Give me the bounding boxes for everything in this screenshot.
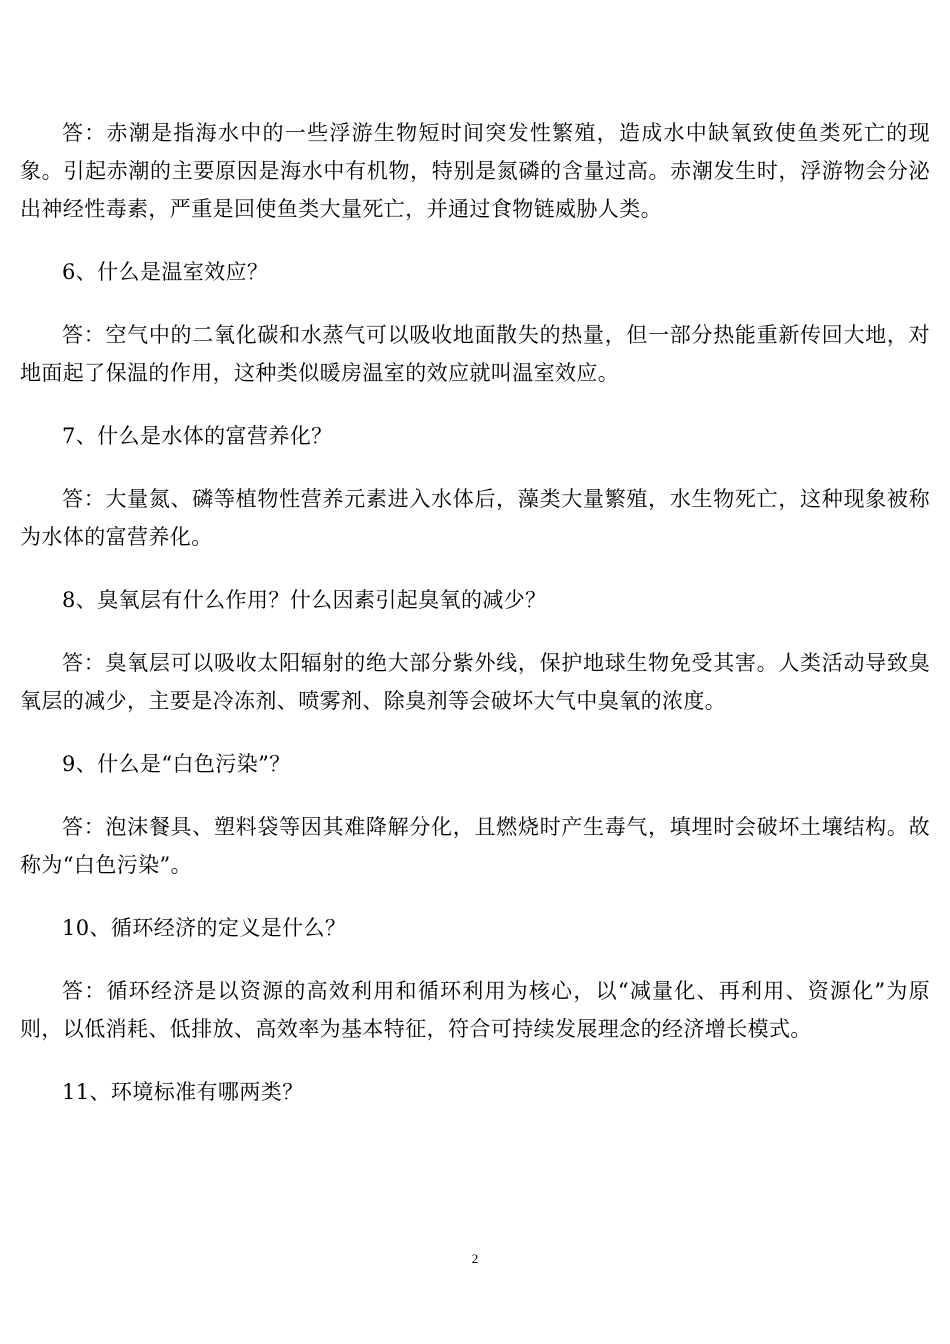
answer-paragraph: 答：大量氮、磷等植物性营养元素进入水体后，藻类大量繁殖，水生物死亡，这种现象被称为水体的富营养化。 [20,487,930,549]
answer-paragraph: 答：循环经济是以资源的高效利用和循环利用为核心，以“减量化、再利用、资源化”为原则，以低消耗、低排放、高效率为基本特征，符合可持续发展理念的经济增长模式。 [20,979,930,1041]
answer-paragraph: 答：泡沫餐具、塑料袋等因其难降解分化，且燃烧时产生毒气，填埋时会破坏土壤结构。故称为“白色污染”。 [20,815,930,877]
question-heading: 6、什么是温室效应？ [62,260,269,284]
answer-paragraph: 答：空气中的二氧化碳和水蒸气可以吸收地面散失的热量，但一部分热能重新传回大地，对地面起了保温的作用，这种类似暖房温室的效应就叫温室效应。 [20,323,930,385]
page-number: 2 [471,1251,479,1266]
question-heading: 11、环境标准有哪两类？ [62,1080,304,1104]
question-heading: 10、循环经济的定义是什么？ [62,916,347,940]
document-body [20,114,930,1136]
answer-paragraph: 答：臭氧层可以吸收太阳辐射的绝大部分紫外线，保护地球生物免受其害。人类活动导致臭氧层的减少，主要是冷冻剂、喷雾剂、除臭剂等会破坏大气中臭氧的浓度。 [20,651,930,713]
question-heading: 9、什么是“白色污染”？ [62,752,291,776]
answer-paragraph: 答：赤潮是指海水中的一些浮游生物短时间突发性繁殖，造成水中缺氧致使鱼类死亡的现象。引起赤潮的主要原因是海水中有机物，特别是氮磷的含量过高。赤潮发生时，浮游物会分泌出神经性毒素，严重是回使鱼类大量死亡，并通过食物链威胁人类。 [20,121,930,221]
question-heading: 8、臭氧层有什么作用？什么因素引起臭氧的减少？ [62,588,547,612]
question-heading: 7、什么是水体的富营养化？ [62,424,333,448]
